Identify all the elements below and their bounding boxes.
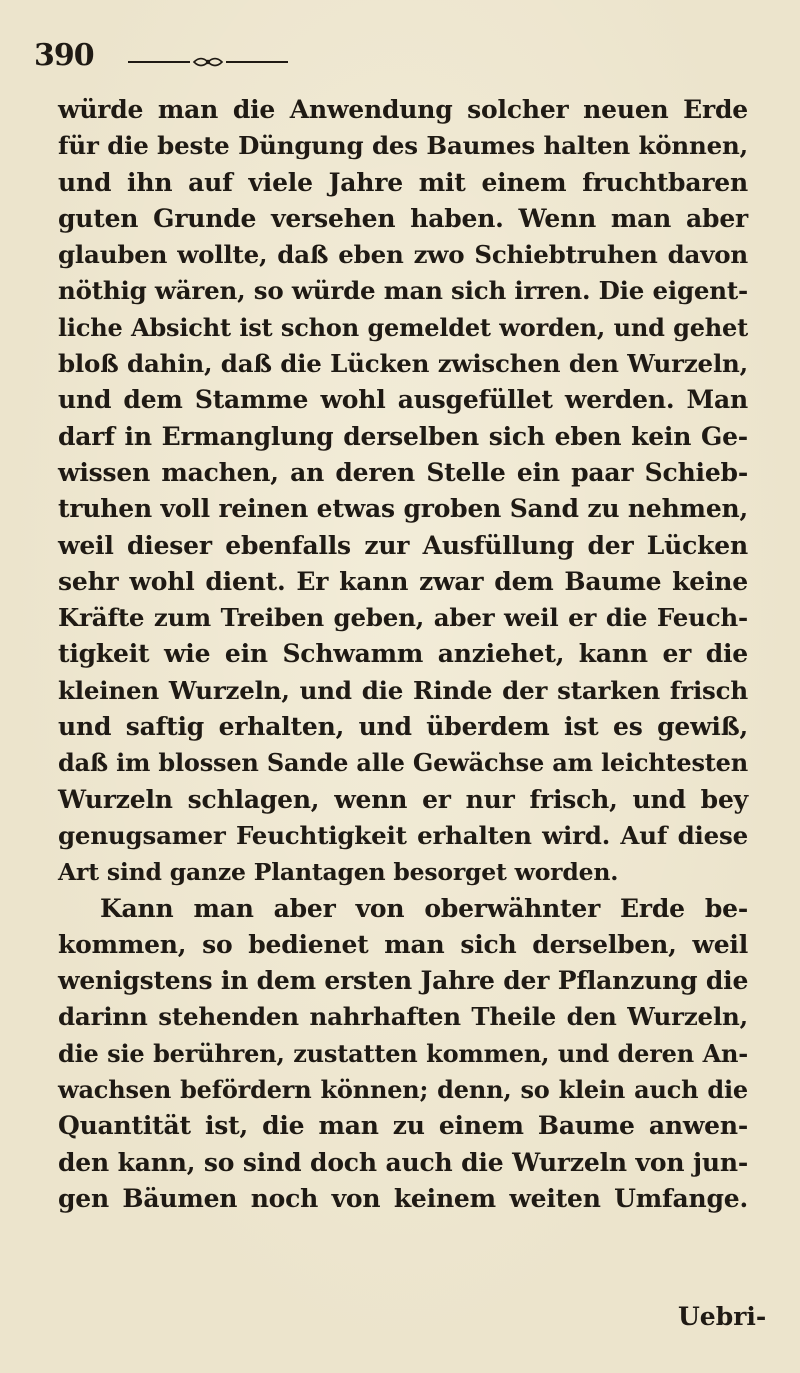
page-number: 390	[34, 38, 94, 73]
text-line: wenigstens in dem ersten Jahre der Pflanzung die	[58, 966, 749, 996]
body-text	[58, 92, 748, 1217]
text-line: liche Absicht ist schon gemeldet worden, und gehet	[58, 312, 748, 342]
text-line: glauben wollte, daß eben zwo Schiebtruhen davon	[58, 240, 748, 270]
text-line: Wurzeln schlagen, wenn er nur frisch, und bey	[58, 784, 748, 814]
text-line: darf in Ermanglung derselben sich eben kein Ge-	[58, 421, 748, 451]
text-line: weil dieser ebenfalls zur Ausfüllung der Lücken	[58, 530, 748, 560]
paragraph-2	[58, 891, 748, 1218]
text-line: würde man die Anwendung solcher neuen Erde	[58, 95, 748, 124]
text-line: Kräfte zum Treiben geben, aber weil er die Feuch-	[58, 603, 748, 633]
text-line: für die beste Düngung des Baumes halten können,	[58, 131, 748, 161]
text-line: und dem Stamme wohl ausgefüllet werden. Man	[58, 385, 748, 415]
text-line: guten Grunde versehen haben. Wenn man aber	[58, 203, 748, 233]
text-line: wachsen befördern können; denn, so klein auch die	[58, 1075, 748, 1105]
text-line: die sie berühren, zustatten kommen, und deren An-	[58, 1038, 748, 1068]
text-line: tigkeit wie ein Schwamm anziehet, kann er die	[58, 639, 748, 669]
text-line: Kann man aber von oberwähnter Erde be-	[100, 893, 748, 923]
text-line: daß im blossen Sande alle Gewächse am leichtesten	[58, 748, 748, 778]
text-line: sehr wohl dient. Er kann zwar dem Baume keine	[58, 566, 748, 596]
text-line: nöthig wären, so würde man sich irren. Die eigent-	[58, 276, 748, 306]
text-line: und saftig erhalten, und überdem ist es gewiß,	[58, 712, 748, 742]
text-line: Quantität ist, die man zu einem Baume anwen-	[58, 1111, 748, 1141]
text-line: den kann, so sind doch auch die Wurzeln von jun-	[58, 1147, 748, 1177]
catchword: Uebri-	[678, 1302, 767, 1331]
paragraph-1	[58, 92, 748, 891]
text-line: und ihn auf viele Jahre mit einem fruchtbaren	[58, 167, 748, 197]
text-line: kommen, so bedienet man sich derselben, weil	[58, 929, 748, 959]
text-line: Art sind ganze Plantagen besorget worden.	[58, 858, 619, 887]
text-line: gen Bäumen noch von keinem weiten Umfange.	[58, 1183, 748, 1213]
ornamental-rule-icon	[128, 56, 288, 68]
text-line: truhen voll reinen etwas groben Sand zu nehmen,	[58, 494, 748, 524]
text-line: wissen machen, an deren Stelle ein paar Schieb-	[58, 457, 748, 487]
text-line: bloß dahin, daß die Lücken zwischen den Wurzeln,	[58, 349, 748, 379]
text-line: kleinen Wurzeln, und die Rinde der starken frisch	[58, 675, 748, 705]
text-line: genugsamer Feuchtigkeit erhalten wird. Auf diese	[58, 820, 748, 850]
page-header	[30, 38, 590, 78]
text-line: darinn stehenden nahrhaften Theile den Wurzeln,	[58, 1002, 748, 1032]
